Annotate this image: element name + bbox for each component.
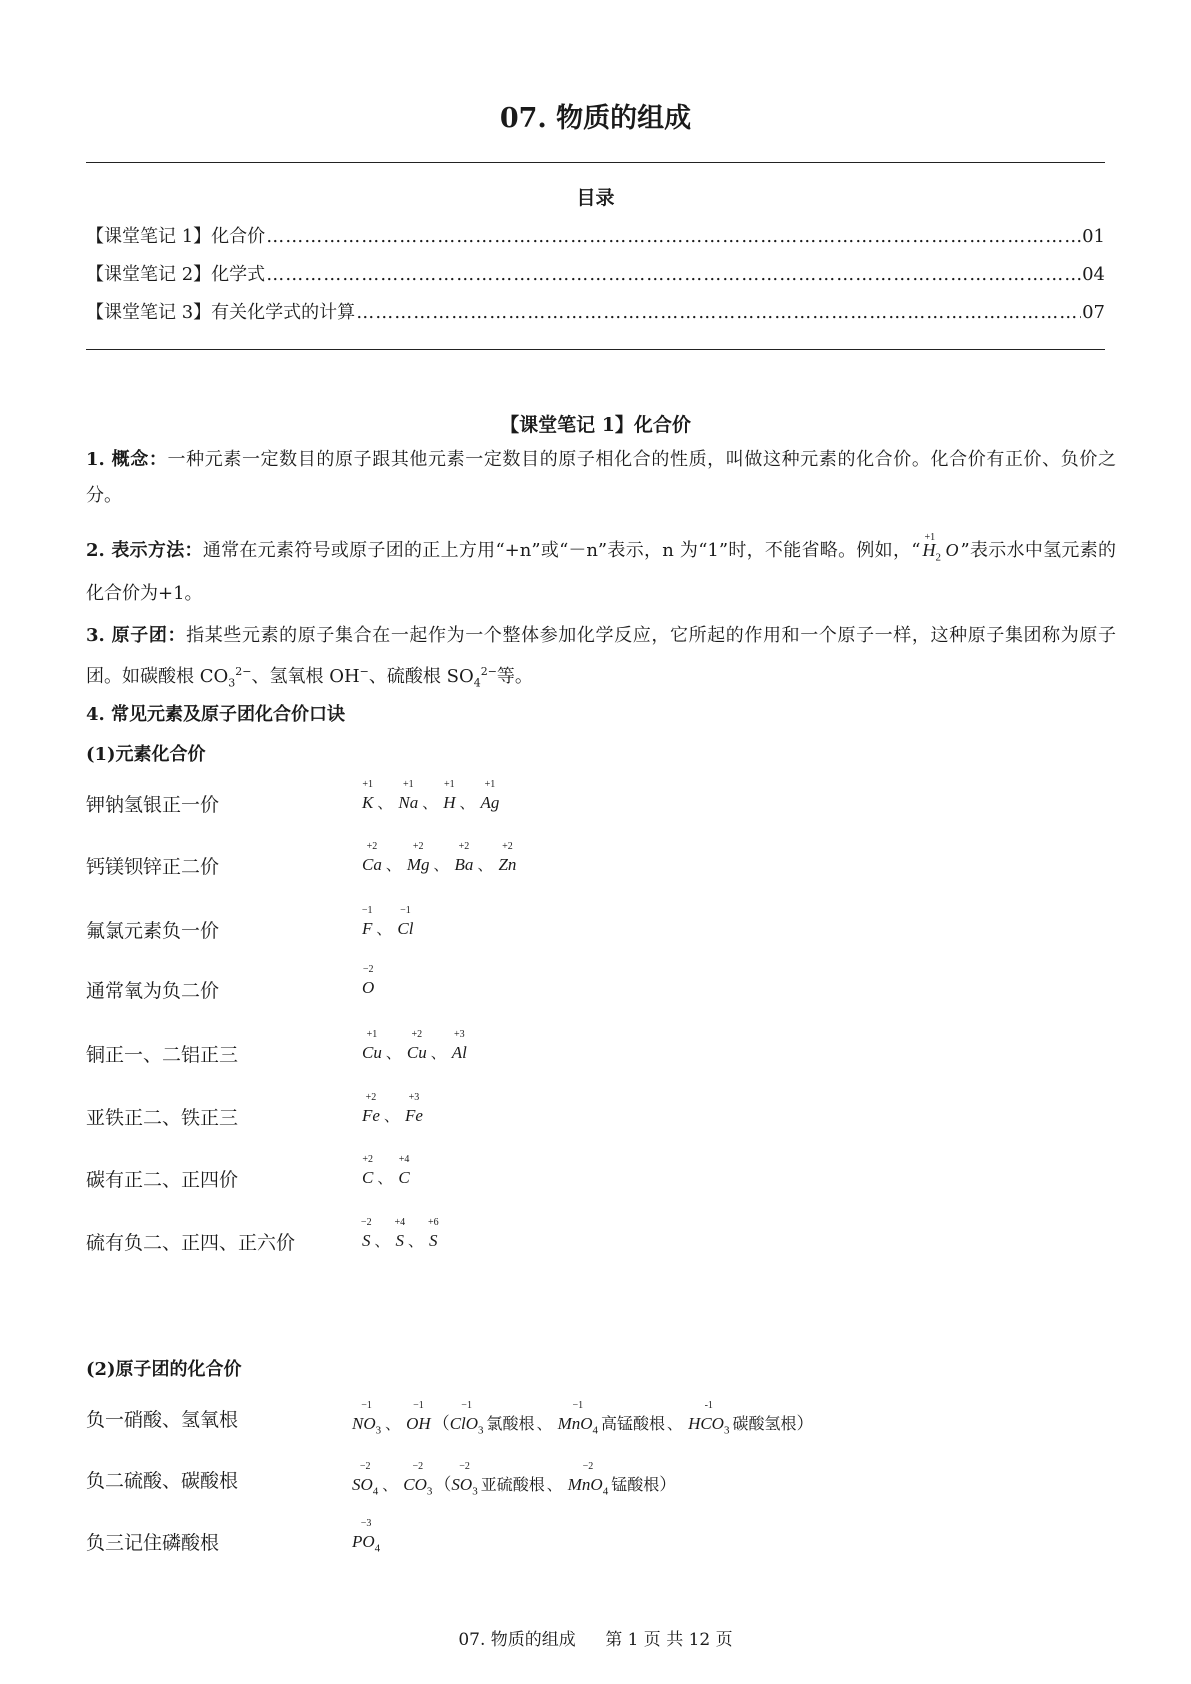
symbol-subscript: 3 bbox=[723, 1424, 730, 1437]
valence-symbol bbox=[398, 1154, 410, 1188]
so4-sub: 4 bbox=[473, 676, 481, 690]
valence-symbol bbox=[362, 779, 374, 813]
valence-value: −2 bbox=[582, 1461, 594, 1472]
water-example-formula bbox=[922, 532, 958, 576]
valence-symbol bbox=[443, 779, 456, 813]
valence-value: +1 bbox=[444, 779, 455, 790]
separator: 、 bbox=[477, 856, 493, 874]
element-symbol: C bbox=[398, 1168, 410, 1187]
separator: 、 bbox=[377, 794, 393, 812]
valence-symbol bbox=[498, 841, 517, 875]
radical-formula-row bbox=[352, 1461, 677, 1498]
notation-label: 2. 表示方法： bbox=[86, 540, 203, 561]
valence-symbol bbox=[406, 1400, 431, 1436]
valence-symbol bbox=[362, 1029, 382, 1063]
radical-valence-heading: (2)原子团的化合价 bbox=[86, 1359, 242, 1380]
page-title: 07. 物质的组成 bbox=[499, 103, 692, 134]
valence-symbol bbox=[427, 1217, 439, 1251]
valence-formula-row bbox=[362, 779, 501, 813]
valence-symbol bbox=[406, 1029, 427, 1063]
valence-value: +2 bbox=[362, 1154, 373, 1165]
valence-symbol bbox=[404, 1092, 423, 1126]
element-symbol: S bbox=[395, 1231, 405, 1250]
valence-value: +2 bbox=[458, 841, 470, 852]
valence-symbol bbox=[398, 779, 419, 813]
toc-entry-page: 07 bbox=[1082, 302, 1105, 323]
separator: 、 bbox=[385, 1415, 401, 1433]
valence-symbol bbox=[406, 841, 430, 875]
toc-heading: 目录 bbox=[576, 187, 615, 209]
valence-symbol bbox=[362, 964, 375, 998]
water-o: O bbox=[945, 540, 959, 560]
element-symbol: ClO bbox=[449, 1414, 479, 1433]
element-symbol: Zn bbox=[498, 855, 517, 874]
toc-entry-page: 04 bbox=[1082, 264, 1105, 285]
paragraph-radical bbox=[86, 618, 1116, 702]
element-symbol: C bbox=[362, 1168, 374, 1187]
page-footer bbox=[0, 1625, 1191, 1650]
valence-value: +1 bbox=[484, 779, 496, 790]
valence-value: +4 bbox=[394, 1217, 406, 1228]
oh-sup: − bbox=[359, 665, 369, 678]
separator: 、 bbox=[459, 794, 475, 812]
element-symbol: S bbox=[429, 1231, 438, 1250]
element-valence-heading: (1)元素化合价 bbox=[86, 744, 206, 765]
valence-value: −2 bbox=[412, 1461, 424, 1472]
element-symbol: SO bbox=[352, 1475, 373, 1494]
valence-value: +4 bbox=[398, 1154, 410, 1165]
symbol-subscript: 4 bbox=[592, 1424, 599, 1437]
element-symbol: Ba bbox=[454, 855, 474, 874]
valence-value: +3 bbox=[408, 1092, 420, 1103]
symbol-subscript: 4 bbox=[374, 1542, 381, 1555]
radical-formula-row bbox=[352, 1400, 814, 1437]
top-divider bbox=[86, 162, 1105, 163]
toc-entry[interactable] bbox=[86, 222, 1105, 248]
symbol-subscript: 3 bbox=[472, 1485, 478, 1498]
so4-sup: 2− bbox=[480, 665, 497, 678]
element-symbol: S bbox=[362, 1231, 371, 1250]
toc-entry[interactable] bbox=[86, 260, 1105, 286]
radical-formula-row bbox=[352, 1518, 382, 1555]
valence-value: -1 bbox=[704, 1400, 713, 1411]
element-symbol: Fe bbox=[404, 1106, 423, 1125]
open-paren: （ bbox=[432, 1414, 450, 1434]
element-symbol: Al bbox=[451, 1043, 467, 1062]
concept-label: 1. 概念： bbox=[86, 449, 168, 470]
element-rhyme: 碳有正二、正四价 bbox=[86, 1169, 239, 1191]
element-symbol: MnO bbox=[557, 1414, 593, 1433]
element-symbol: Cu bbox=[406, 1043, 427, 1062]
element-rhyme: 硫有负二、正四、正六价 bbox=[86, 1232, 296, 1254]
radical-name: 碳酸氢根 bbox=[732, 1414, 797, 1433]
toc-entry-label: 【课堂笔记 1】化合价 bbox=[86, 226, 266, 247]
radical-rhyme: 负三记住磷酸根 bbox=[86, 1532, 220, 1554]
symbol-subscript: 3 bbox=[426, 1485, 433, 1498]
section-heading: 【课堂笔记 1】化合价 bbox=[500, 414, 691, 436]
co3-sub: 3 bbox=[228, 676, 236, 690]
separator: 、 bbox=[385, 856, 401, 874]
valence-formula-row bbox=[362, 1154, 412, 1188]
valence-value: +1 bbox=[366, 1029, 378, 1040]
separator: 、 bbox=[433, 856, 449, 874]
symbol-subscript: 3 bbox=[375, 1424, 382, 1437]
radical-text-c: 、硫酸根 SO bbox=[368, 666, 474, 687]
separator: 、 bbox=[374, 1232, 390, 1250]
element-symbol: Na bbox=[398, 793, 419, 812]
element-rhyme: 氟氯元素负一价 bbox=[86, 920, 220, 942]
open-paren: （ bbox=[434, 1475, 452, 1495]
symbol-subscript: 3 bbox=[478, 1424, 484, 1437]
valence-value: −1 bbox=[413, 1400, 424, 1411]
separator: 、 bbox=[667, 1415, 683, 1433]
element-symbol: MnO bbox=[567, 1475, 603, 1494]
valence-value: −1 bbox=[361, 905, 373, 916]
valence-symbol bbox=[362, 1092, 380, 1126]
radical-name: 亚硫酸根 bbox=[480, 1475, 545, 1494]
paragraph-concept bbox=[86, 442, 1116, 514]
separator: 、 bbox=[536, 1415, 552, 1433]
valence-symbol bbox=[397, 905, 414, 939]
footer-doc-name: 07. 物质的组成 bbox=[458, 1630, 576, 1650]
valence-value: +1 bbox=[362, 779, 373, 790]
valence-formula-row bbox=[362, 841, 518, 875]
valence-value: −1 bbox=[361, 1400, 372, 1411]
valence-value: +6 bbox=[427, 1217, 439, 1228]
element-rhyme: 亚铁正二、铁正三 bbox=[86, 1107, 239, 1129]
element-symbol: SO bbox=[451, 1475, 473, 1494]
concept-text: 一种元素一定数目的原子跟其他元素一定数目的原子相化合的性质，叫做这种元素的化合价。化合价有正价、负价之分。 bbox=[86, 449, 1116, 506]
valence-symbol bbox=[449, 1400, 484, 1437]
radical-name: 高锰酸根 bbox=[601, 1414, 666, 1433]
element-symbol: HCO bbox=[688, 1414, 724, 1433]
element-rhyme: 通常氧为负二价 bbox=[86, 980, 220, 1002]
symbol-subscript: 4 bbox=[602, 1485, 609, 1498]
valence-symbol bbox=[480, 779, 500, 813]
element-symbol: K bbox=[362, 793, 374, 812]
valence-value: −1 bbox=[400, 905, 411, 916]
radical-text-b: 、氢氧根 OH bbox=[251, 666, 360, 687]
notation-text-a: 通常在元素符号或原子团的正上方用“+n”或“－n”表示，n 为“1”时，不能省略。例如，“ bbox=[202, 540, 921, 561]
toc-leader-dots bbox=[356, 302, 1081, 323]
valence-symbol bbox=[360, 1217, 372, 1251]
co3-sup: 2− bbox=[235, 665, 252, 678]
toc-entry[interactable] bbox=[86, 298, 1105, 324]
element-symbol: Ca bbox=[362, 855, 382, 874]
radical-rhyme: 负二硫酸、碳酸根 bbox=[86, 1470, 239, 1492]
valence-symbol bbox=[454, 841, 474, 875]
separator: 、 bbox=[377, 1169, 393, 1187]
element-rhyme: 钙镁钡锌正二价 bbox=[86, 856, 220, 878]
valence-symbol bbox=[362, 1154, 374, 1188]
separator: 、 bbox=[385, 1044, 401, 1062]
valence-value: +3 bbox=[453, 1029, 465, 1040]
valence-value: −2 bbox=[359, 1461, 371, 1472]
valence-value: +2 bbox=[365, 1092, 377, 1103]
toc-bottom-divider bbox=[86, 349, 1105, 350]
valence-formula-row bbox=[361, 905, 415, 939]
notation-text-b: ”表示水中氢元素的化合价为+1。 bbox=[86, 540, 1117, 604]
valence-value: +2 bbox=[366, 841, 378, 852]
valence-value: +2 bbox=[502, 841, 513, 852]
close-paren: ） bbox=[796, 1414, 814, 1434]
separator: 、 bbox=[376, 920, 392, 938]
element-symbol: Cl bbox=[397, 919, 414, 938]
valence-symbol bbox=[352, 1518, 381, 1555]
valence-symbol bbox=[451, 1029, 467, 1063]
valence-value: −2 bbox=[362, 964, 374, 975]
water-sub: 2 bbox=[935, 551, 941, 564]
radical-text-a: 指某些元素的原子集合在一起作为一个整体参加化学反应，它所起的作用和一个原子一样，这种原子集团称为原子团。如碳酸根 CO bbox=[86, 625, 1116, 687]
valence-value: −1 bbox=[461, 1400, 472, 1411]
close-paren: ） bbox=[659, 1475, 677, 1495]
radical-rhyme: 负一硝酸、氢氧根 bbox=[86, 1409, 239, 1431]
toc-entry-page: 01 bbox=[1082, 226, 1105, 247]
radical-label: 3. 原子团： bbox=[86, 625, 187, 646]
element-symbol: PO bbox=[352, 1532, 375, 1551]
element-rhyme: 钾钠氢银正一价 bbox=[86, 794, 220, 816]
valence-value: +2 bbox=[412, 841, 424, 852]
valence-symbol bbox=[688, 1400, 730, 1437]
valence-symbol bbox=[394, 1217, 406, 1251]
valence-value: −2 bbox=[360, 1217, 372, 1228]
element-symbol: Mg bbox=[406, 855, 430, 874]
valence-symbol bbox=[352, 1400, 382, 1437]
element-symbol: Fe bbox=[362, 1106, 380, 1125]
element-symbol: CO bbox=[403, 1475, 427, 1494]
radical-name: 氯酸根 bbox=[486, 1414, 535, 1433]
toc-leader-dots bbox=[266, 264, 1081, 285]
element-symbol: H bbox=[443, 793, 456, 812]
separator: 、 bbox=[383, 1107, 399, 1125]
valence-value: −1 bbox=[572, 1400, 584, 1411]
mnemonic-heading: 4. 常见元素及原子团化合价口诀 bbox=[86, 704, 346, 725]
element-symbol: OH bbox=[406, 1414, 431, 1433]
toc-entry-label: 【课堂笔记 3】有关化学式的计算 bbox=[86, 302, 356, 323]
valence-formula-row bbox=[362, 964, 376, 998]
valence-symbol bbox=[362, 841, 382, 875]
separator: 、 bbox=[382, 1476, 398, 1494]
valence-value: +1 bbox=[402, 779, 414, 790]
valence-formula-row bbox=[362, 1092, 425, 1126]
element-symbol: Cu bbox=[362, 1043, 382, 1062]
element-rhyme: 铜正一、二铝正三 bbox=[86, 1044, 239, 1066]
valence-formula-row bbox=[362, 1029, 469, 1063]
element-symbol: Ag bbox=[480, 793, 500, 812]
valence-value: −3 bbox=[360, 1518, 372, 1529]
valence-symbol bbox=[403, 1461, 433, 1498]
radical-text-d: 等。 bbox=[496, 666, 533, 687]
element-symbol: F bbox=[362, 919, 373, 938]
separator: 、 bbox=[546, 1476, 562, 1494]
water-valence: +1 bbox=[924, 532, 936, 543]
valence-symbol bbox=[361, 905, 373, 939]
radical-name: 锰酸根 bbox=[611, 1475, 660, 1494]
element-symbol: NO bbox=[352, 1414, 376, 1433]
valence-symbol bbox=[451, 1461, 478, 1498]
separator: 、 bbox=[422, 794, 438, 812]
valence-symbol bbox=[352, 1461, 379, 1498]
footer-page-info: 第 1 页 共 12 页 bbox=[605, 1630, 733, 1650]
valence-value: +2 bbox=[411, 1029, 423, 1040]
valence-symbol bbox=[567, 1461, 609, 1498]
toc-entry-label: 【课堂笔记 2】化学式 bbox=[86, 264, 266, 285]
separator: 、 bbox=[408, 1232, 424, 1250]
toc-leader-dots bbox=[266, 226, 1081, 247]
valence-value: −2 bbox=[459, 1461, 470, 1472]
element-symbol: O bbox=[362, 978, 375, 997]
paragraph-notation bbox=[86, 532, 1116, 612]
valence-symbol bbox=[557, 1400, 599, 1437]
separator: 、 bbox=[430, 1044, 446, 1062]
symbol-subscript: 4 bbox=[372, 1485, 379, 1498]
valence-formula-row bbox=[360, 1217, 440, 1251]
water-h: H bbox=[922, 540, 936, 560]
